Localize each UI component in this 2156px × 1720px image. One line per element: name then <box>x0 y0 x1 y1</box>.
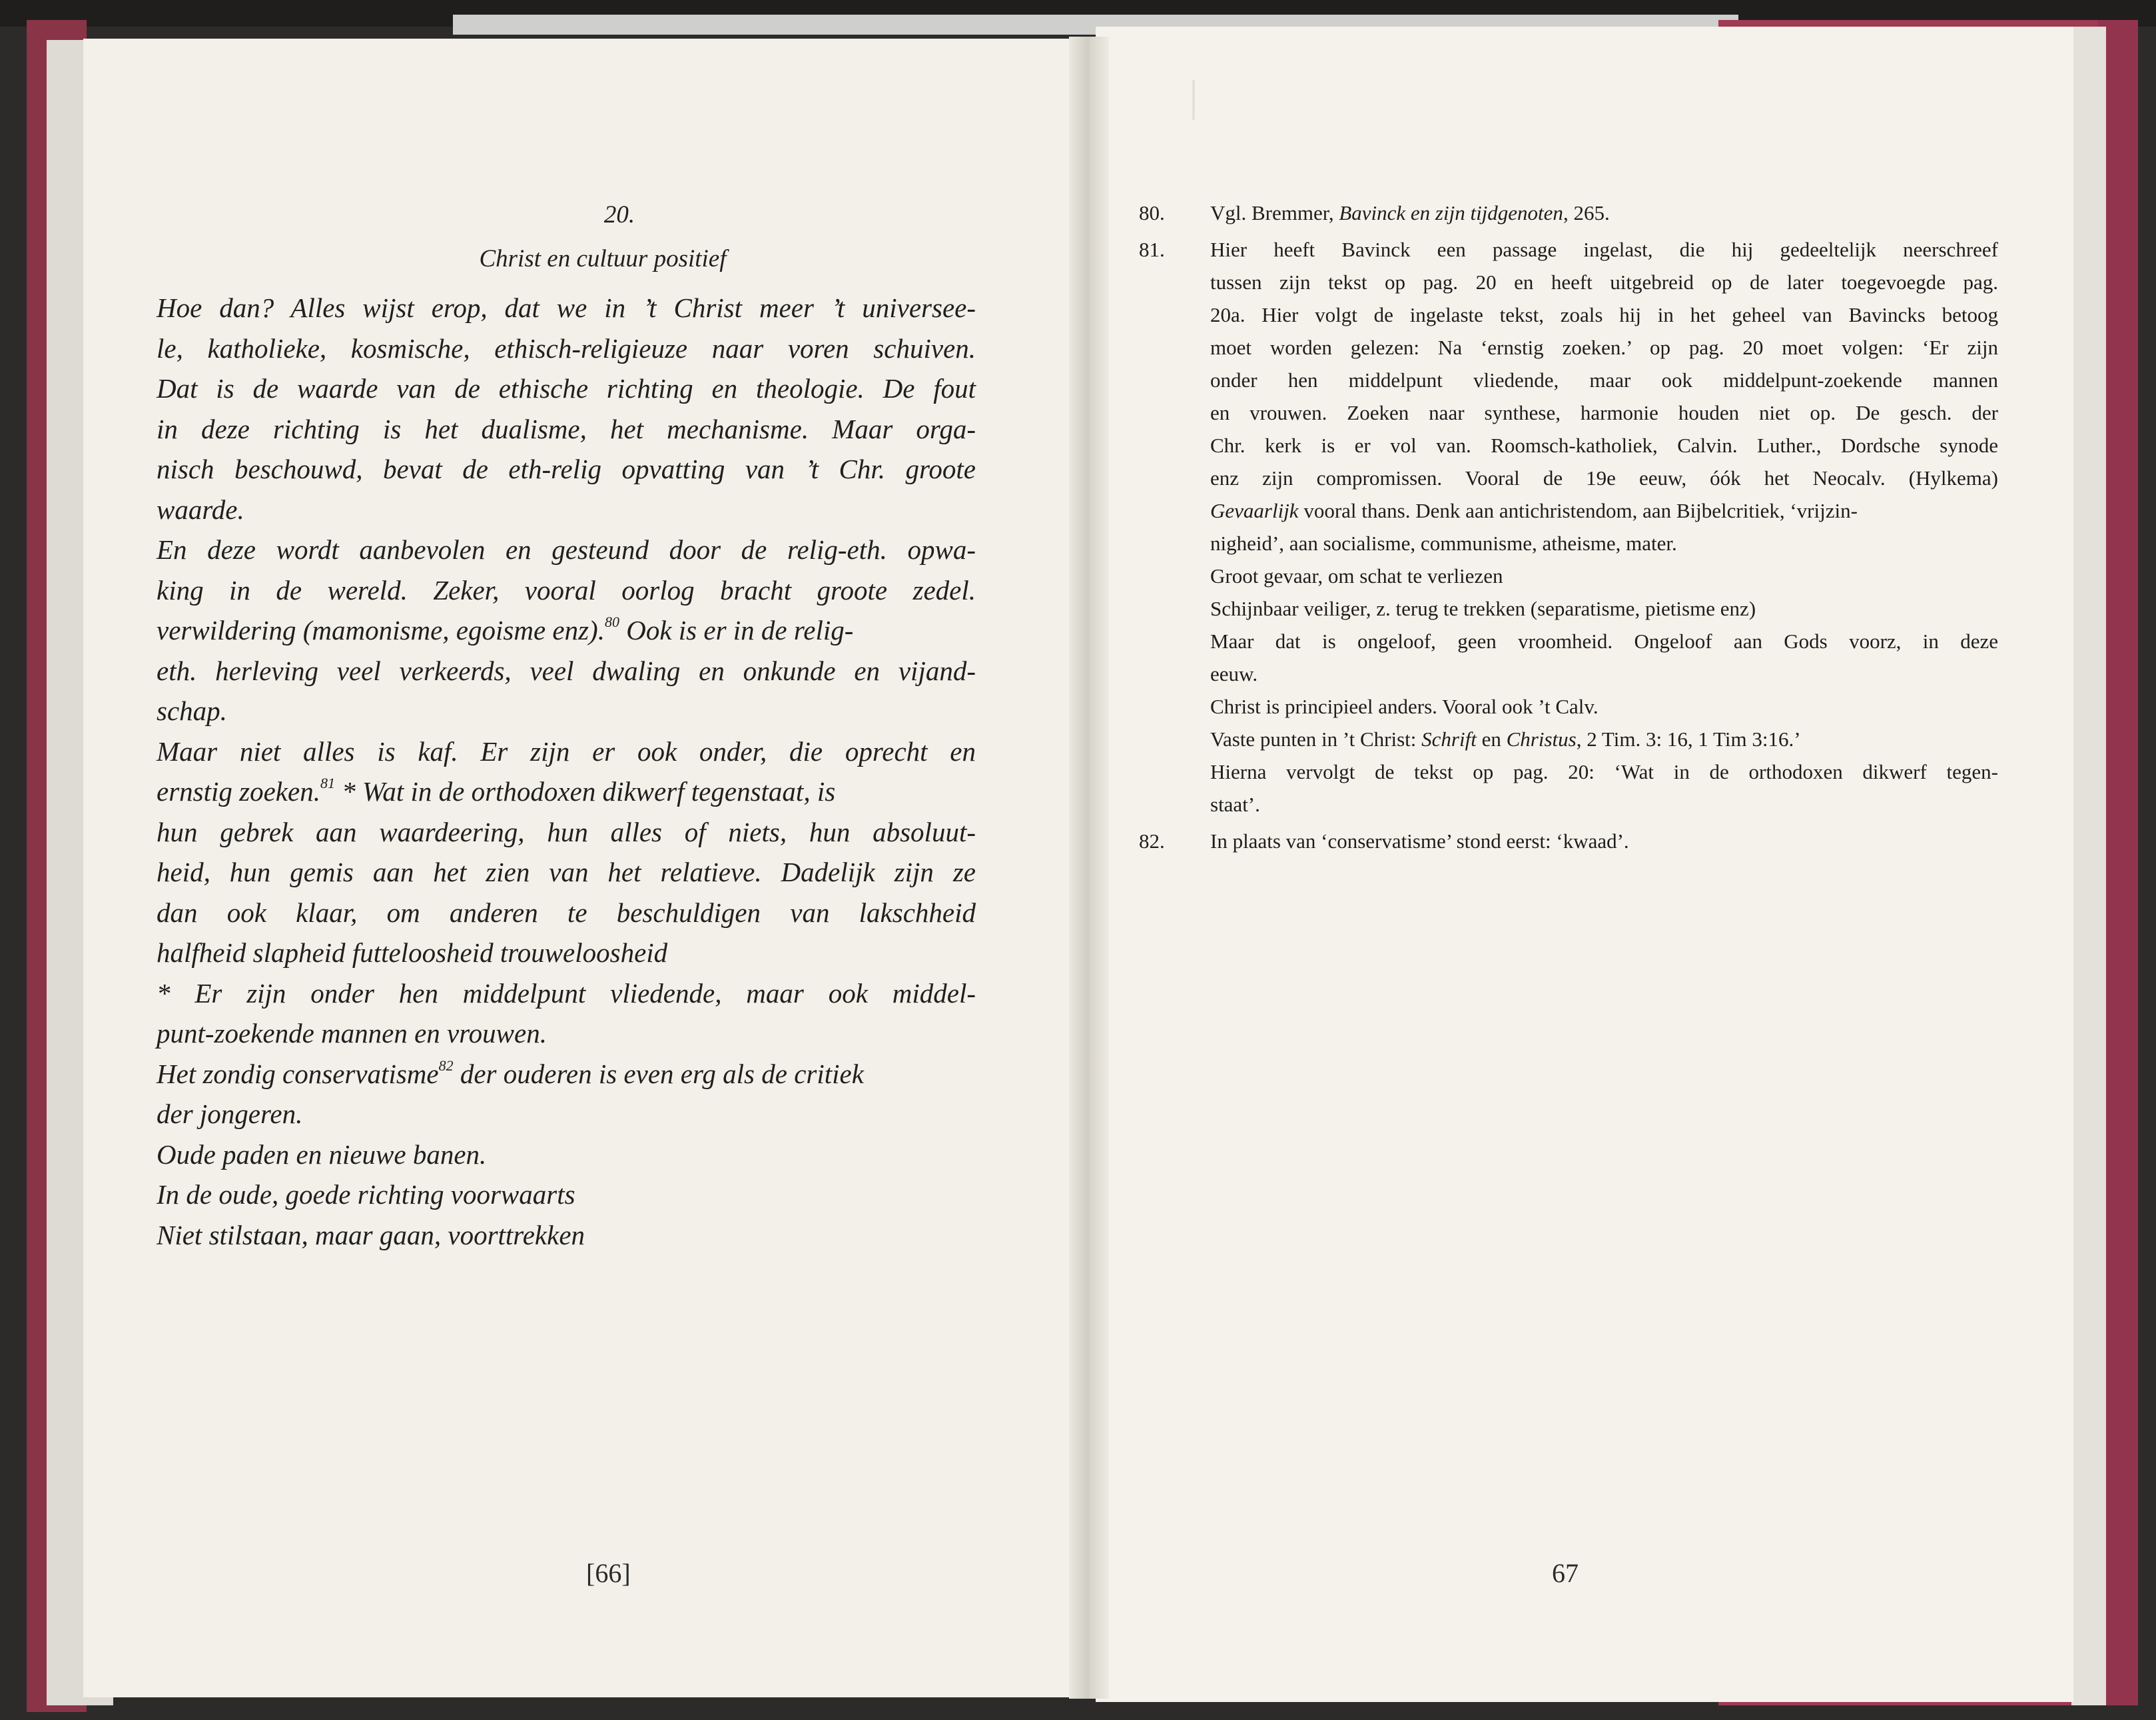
section-title: Christ en cultuur positief <box>479 245 727 272</box>
footnote-line: eeuw. <box>1210 662 1258 685</box>
body-line: Hoe dan? Alles wijst erop, dat we in ’t Christ meer ’t universee- <box>157 292 976 323</box>
body-text: Het zondig conservatisme <box>157 1058 439 1089</box>
body-line: En deze wordt aanbevolen en gesteund door de relig-eth. opwa- <box>157 534 976 565</box>
footnote-line: onder hen middelpunt vliedende, maar ook middelpunt-zoekende mannen <box>1210 368 1998 392</box>
footnote-line: Hierna vervolgt de tekst op pag. 20: ‘Wat in de orthodoxen dikwerf tegen- <box>1210 760 1998 783</box>
section-body <box>157 288 976 1255</box>
body-line: waarde. <box>157 494 244 525</box>
body-line: Oude paden en nieuwe banen. <box>157 1138 487 1170</box>
body-line <box>157 610 976 651</box>
body-line: Dat is de waarde van de ethische richting en theologie. De fout <box>157 373 976 404</box>
footnote-80 <box>1139 197 1998 229</box>
footnote-text: Vgl. Bremmer, <box>1210 201 1339 224</box>
footnote-line: en vrouwen. Zoeken naar synthese, harmonie houden niet op. De gesch. der <box>1210 401 1998 424</box>
page-number-right: 67 <box>1552 1558 1579 1588</box>
page-number-left: [66] <box>586 1558 631 1588</box>
body-line: In de oude, goede richting voorwaarts <box>157 1179 575 1210</box>
body-line: schap. <box>157 695 227 726</box>
body-line: Maar niet alles is kaf. Er zijn er ook onder, die oprecht en <box>157 735 976 767</box>
body-line: * Er zijn onder hen middelpunt vliedende, maar ook middel- <box>157 977 976 1009</box>
footnote-line: Schijnbaar veiliger, z. terug te trekken (separatisme, pietisme enz) <box>1210 597 1756 620</box>
footnote-line: moet worden gelezen: Na ‘ernstig zoeken.’ op pag. 20 moet volgen: ‘Er zijn <box>1210 336 1998 359</box>
footnote-line: Maar dat is ongeloof, geen vroomheid. Ongeloof aan Gods voorz, in deze <box>1210 630 1998 653</box>
body-line: nisch beschouwd, bevat de eth-relig opvatting van ’t Chr. groote <box>157 454 976 484</box>
footnote-line: tussen zijn tekst op pag. 20 en heeft uitgebreid op de later toegevoegde pag. <box>1210 270 1998 294</box>
footnote-ref-82: 82 <box>438 1057 454 1074</box>
footnote-line <box>1210 723 1998 755</box>
footnote-81 <box>1139 233 1998 821</box>
body-text: ernstig zoeken. <box>157 776 320 807</box>
body-text: verwildering (mamonisme, egoisme enz). <box>157 615 605 645</box>
book-gutter <box>1069 37 1109 1699</box>
footnote-line: Groot gevaar, om schat te verliezen <box>1210 564 1503 588</box>
footnote-ref-80: 80 <box>604 614 619 631</box>
body-line <box>157 771 976 812</box>
body-line: hun gebrek aan waardeering, hun alles of niets, hun absoluut- <box>157 816 976 847</box>
body-line: punt-zoekende mannen en vrouwen. <box>157 1018 547 1049</box>
cited-title: Bavinck en zijn tijdgenoten <box>1339 201 1563 224</box>
body-line: in deze richting is het dualisme, het mechanisme. Maar orga- <box>157 413 976 444</box>
footnote-line: staat’. <box>1210 793 1260 816</box>
body-line: le, katholieke, kosmische, ethisch-religieuze naar voren schuiven. <box>157 332 976 364</box>
body-text: Ook is er in de relig- <box>619 615 854 645</box>
emphasis-text: Christus <box>1506 727 1577 751</box>
body-line: dan ook klaar, om anderen te beschuldigen van lakschheid <box>157 897 976 928</box>
body-line <box>157 1054 976 1094</box>
footnote-text: , 2 Tim. 3: 16, 1 Tim 3:16.’ <box>1576 727 1801 751</box>
footnote-line <box>1210 197 1998 229</box>
section-number: 20. <box>603 201 635 228</box>
body-line: der jongeren. <box>157 1098 303 1129</box>
footnote-number: 81. <box>1139 238 1165 261</box>
footnote-text: Vaste punten in ’t Christ: <box>1210 727 1422 751</box>
footnote-line: Chr. kerk is er vol van. Roomsch-katholiek, Calvin. Luther., Dordsche synode <box>1210 434 1998 457</box>
page-stack-right <box>2071 27 2106 1705</box>
body-text: * Wat in de orthodoxen dikwerf tegenstaat, is <box>334 776 836 807</box>
footnote-82 <box>1139 825 1998 857</box>
emphasis-text: Schrift <box>1421 727 1477 751</box>
pencil-mark <box>1192 80 1195 120</box>
body-text: der ouderen is even erg als de critiek <box>453 1058 864 1089</box>
body-line: king in de wereld. Zeker, vooral oorlog bracht groote zedel. <box>157 574 976 606</box>
footnote-number: 82. <box>1139 829 1165 853</box>
footnote-line: Hier heeft Bavinck een passage ingelast, die hij gedeeltelijk neerschreef <box>1210 238 1998 261</box>
footnote-text: , 265. <box>1563 201 1610 224</box>
footnotes <box>1139 197 1998 857</box>
footnote-number: 80. <box>1139 201 1165 224</box>
footnote-line: 20a. Hier volgt de ingelaste tekst, zoals hij in het geheel van Bavincks betoog <box>1210 303 1998 326</box>
emphasis-text: Gevaarlijk <box>1210 499 1299 522</box>
body-line: Niet stilstaan, maar gaan, voorttrekken <box>157 1219 585 1250</box>
footnote-line <box>1210 494 1998 527</box>
left-page-text <box>157 193 976 1255</box>
footnote-text: vooral thans. Denk aan antichristendom, aan Bijbelcritiek, ‘vrijzin- <box>1298 499 1858 522</box>
body-line: eth. herleving veel verkeerds, veel dwaling en onkunde en vijand- <box>157 655 976 686</box>
footnote-line: nigheid’, aan socialisme, communisme, atheisme, mater. <box>1210 532 1677 555</box>
footnote-line: enz zijn compromissen. Vooral de 19e eeuw, óók het Neocalv. (Hylkema) <box>1210 466 1998 490</box>
body-line: heid, hun gemis aan het zien van het relatieve. Dadelijk zijn ze <box>157 857 976 887</box>
section-heading <box>157 193 976 281</box>
footnote-line: In plaats van ‘conservatisme’ stond eerst: ‘kwaad’. <box>1210 829 1629 853</box>
footnote-text: en <box>1476 727 1507 751</box>
body-line: halfheid slapheid futteloosheid trouweloosheid <box>157 937 668 968</box>
footnote-line: Christ is principieel anders. Vooral ook ’t Calv. <box>1210 695 1599 718</box>
footnote-ref-81: 81 <box>320 775 335 792</box>
